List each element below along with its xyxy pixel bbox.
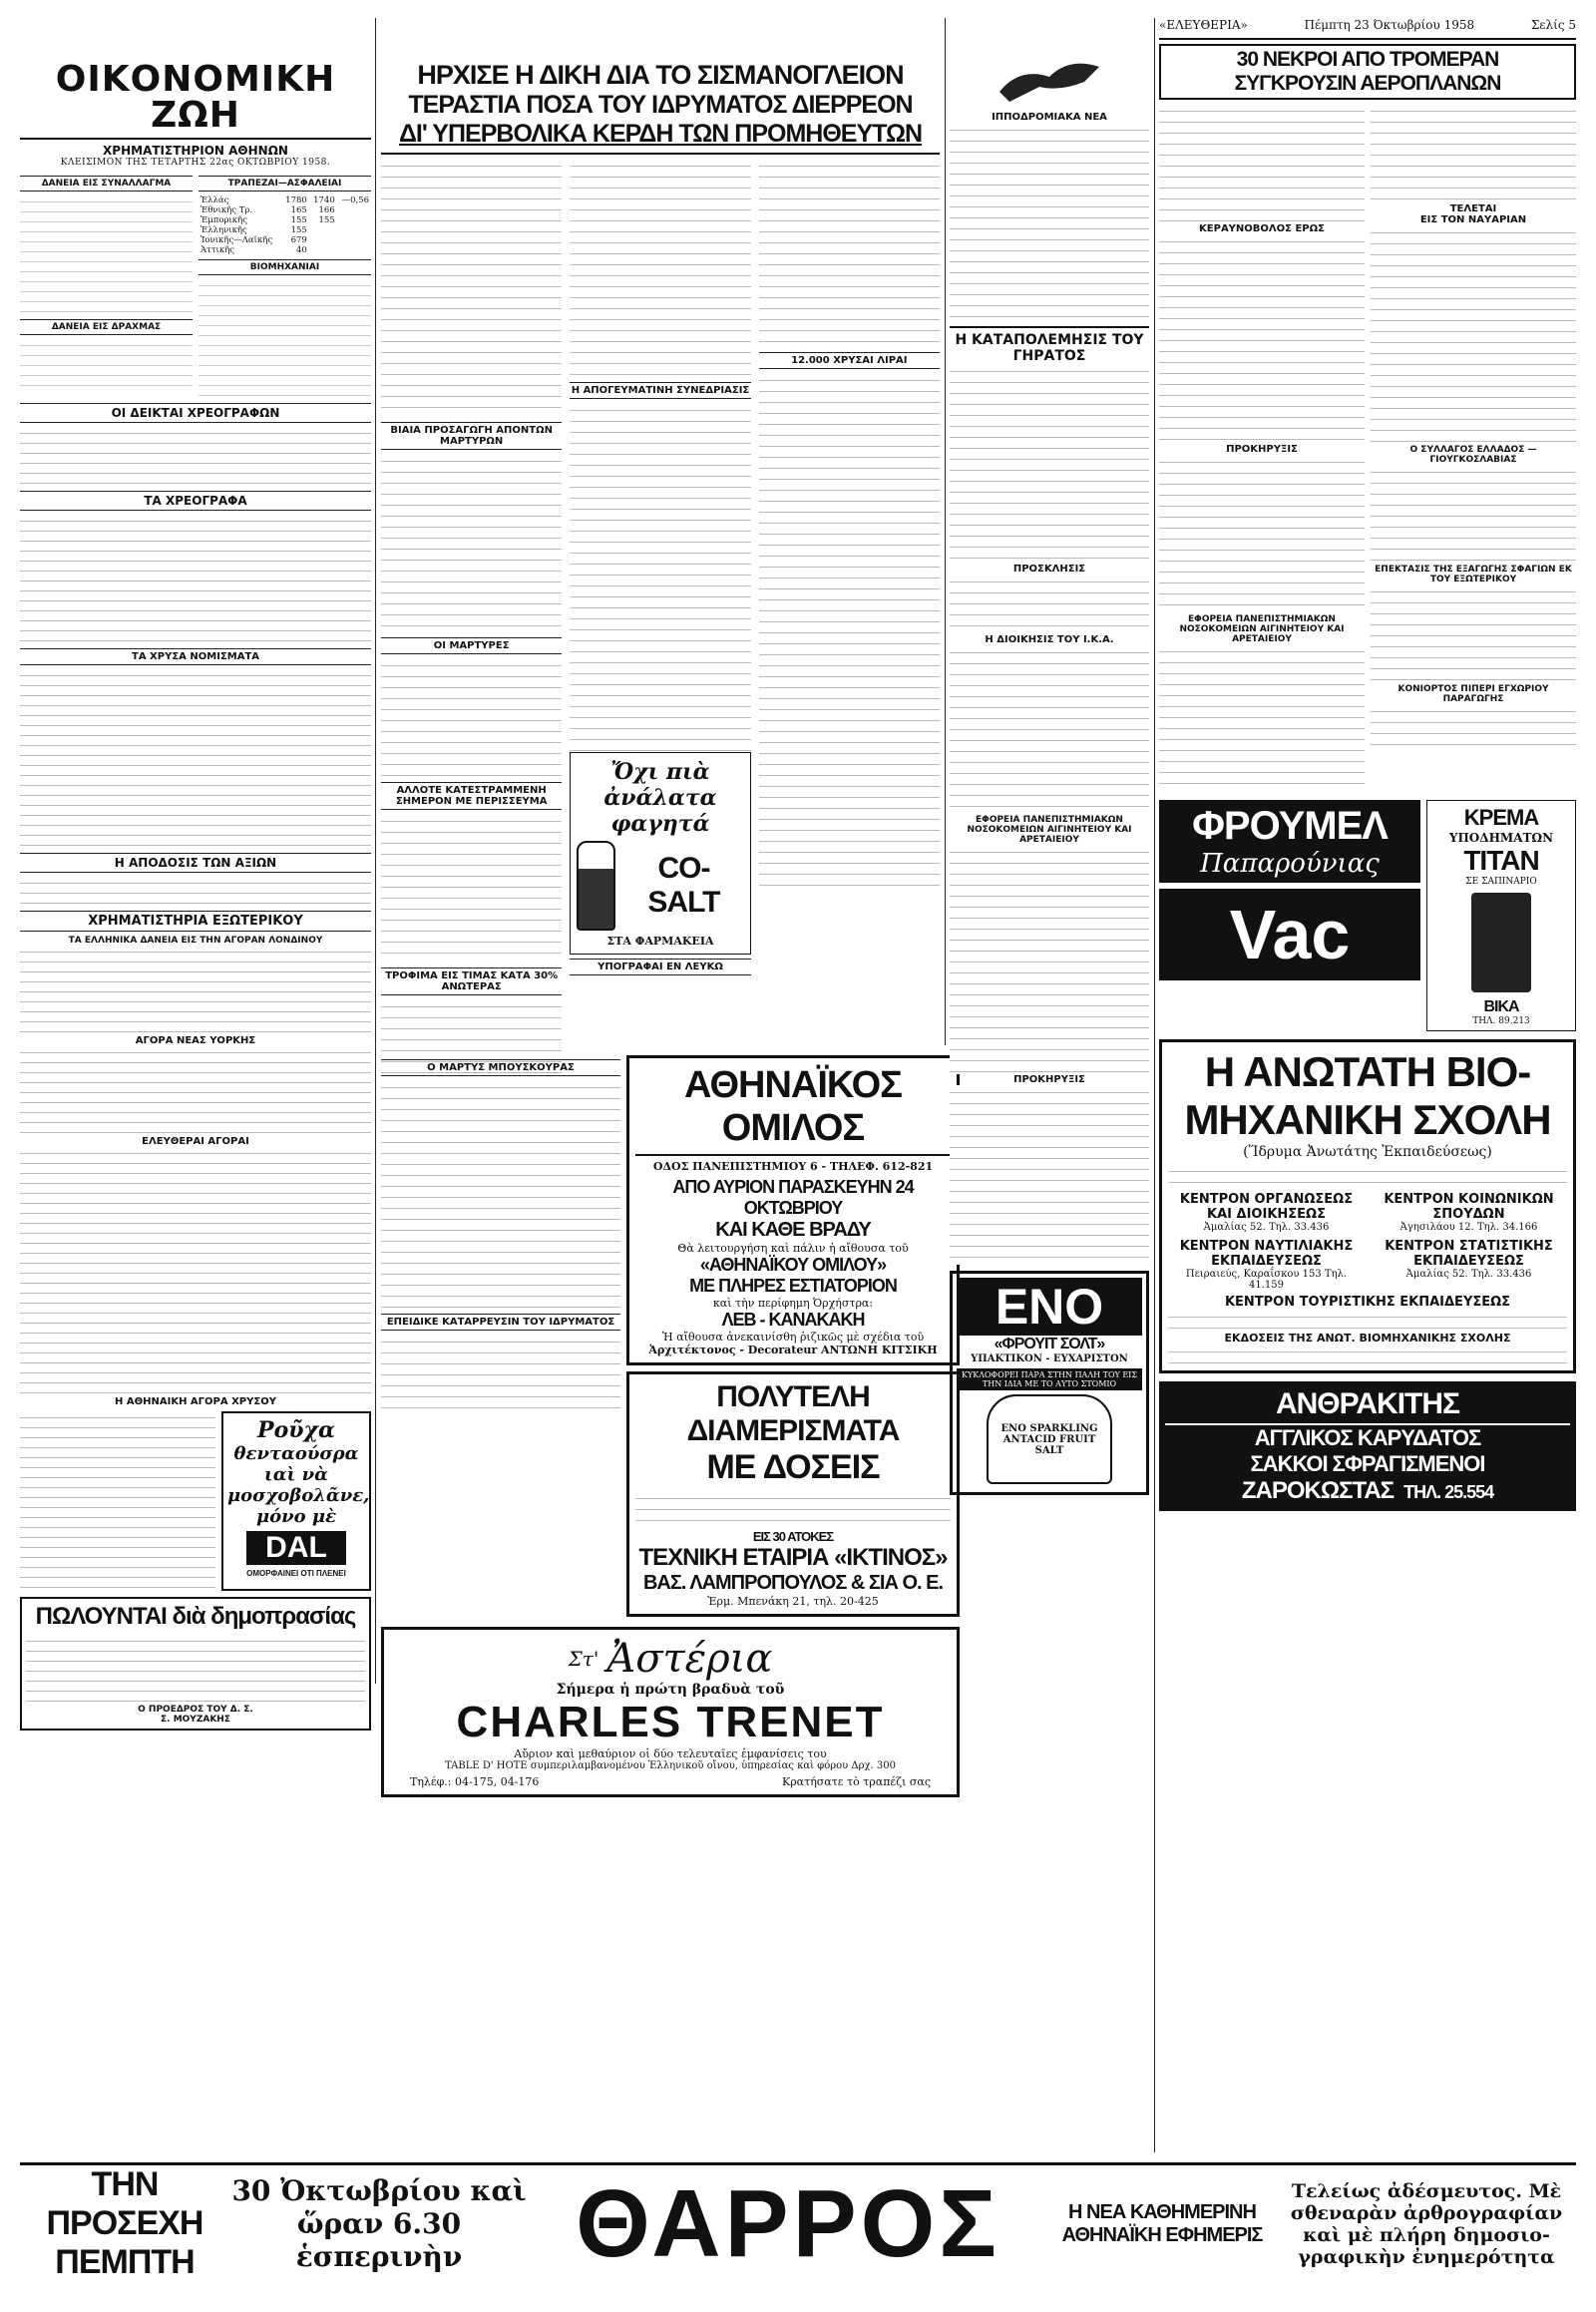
witnesses-head: ΒΙΑΙΑ ΠΡΟΣΑΓΩΓΗ ΑΠΟΝΤΩΝ ΜΑΡΤΥΡΩΝ — [381, 422, 562, 450]
col4b-body-2 — [1371, 225, 1576, 445]
exchange-sub: ΚΛΕΙΣΙΜΟΝ ΤΗΣ ΤΕΤΑΡΤΗΣ 22ας ΟΚΤΩΒΡΙΟΥ 1958. — [60, 158, 331, 168]
trenet-line-1: Σήμερα ἡ πρώτη βραδυὰ τοῦ — [556, 1682, 785, 1698]
notice-body — [950, 575, 1149, 634]
proclamation-4-head: ΠΡΟΚΗΡΥΞΙΣ — [1226, 444, 1298, 455]
table-cell: 40 — [295, 245, 307, 255]
apartments-mid: ΕΙΣ 30 ΑΤΟΚΕΣ — [752, 1529, 834, 1544]
coal-name: ΖΑΡΟΚΩΣΤΑΣ — [1241, 1477, 1395, 1504]
column-three — [950, 42, 1149, 1737]
eno-line-3: ΚΥΚΛΟΦΟΡΕΙ ΠΑΡΑ ΣΤΗΝ ΠΑΛΗ ΤΟΥ ΕΙΣ ΤΗΝ ΙΔΙΑ ΜΕ ΤΟ ΑΥΤΟ ΣΤΟΜΙΟ — [957, 1368, 1142, 1390]
banner-line-1: ΤΗΝ ΠΡΟΣΕΧΗ — [46, 2165, 203, 2242]
titan-line-4: ΣΕ ΣΑΠΙΝΑΡΙΟ — [1465, 877, 1537, 887]
cosalt-ad — [570, 752, 750, 955]
school-a1: Ἀμαλίας 52. Τηλ. 33.436 — [1203, 1222, 1330, 1233]
free-markets-head: ΕΛΕΥΘΕΡΑΙ ΑΓΟΡΑΙ — [142, 1136, 249, 1147]
table-cell — [309, 235, 337, 245]
apartments-owners: ΒΑΣ. ΛΑΜΠΡΟΠΟΥΛΟΣ & ΣΙΑ Ο. Ε. — [642, 1572, 944, 1594]
auction-body — [26, 1635, 365, 1705]
trial-col-1-body-2 — [381, 454, 562, 633]
club-line-5: ΜΕ ΠΛΗΡΕΣ ΕΣΤΙΑΤΟΡΙΟΝ — [689, 1276, 897, 1296]
aging-head: Η ΚΑΤΑΠΟΛΕΜΗΣΙΣ ΤΟΥ ΓΗΡΑΤΟΣ — [955, 332, 1144, 364]
sports-body — [950, 123, 1149, 322]
school-a2: Ἀγησιλάου 12. Τηλ. 34.166 — [1399, 1222, 1538, 1233]
banner-tag-2: σθεναρὰν ἀρθρογραφίαν — [1290, 2201, 1563, 2224]
bouskouras-body — [381, 1080, 620, 1310]
club-line-2: ΚΑΙ ΚΑΘΕ ΒΡΑΔΥ — [715, 1219, 871, 1241]
trial-col-2-body — [570, 159, 750, 378]
banner-right-2: ΑΘΗΝΑΪΚΗ ΕΦΗΜΕΡΙΣ — [1061, 2223, 1263, 2246]
trial-headline-1: ΗΡΧΙΣΕ Η ΔΙΚΗ ΔΙΑ ΤΟ ΣΙΣΜΑΝΟΓΛΕΙΟΝ — [417, 60, 904, 90]
dal-line-4: μοσχοβολᾶνε, — [227, 1485, 370, 1506]
froumel-logo: ΦΡΟΥΜΕΛ — [1192, 804, 1388, 848]
witness-head: ΟΙ ΜΑΡΤΥΡΕΣ — [381, 637, 562, 654]
col4b-body-4 — [1371, 584, 1576, 684]
export-head: ΕΠΕΚΤΑΣΙΣ ΤΗΣ ΕΞΑΓΩΓΗΣ ΣΦΑΓΙΩΝ ΕΚ ΤΟΥ ΕΞΩΤΕΡΙΚΟΥ — [1375, 565, 1572, 584]
col4b-body-3 — [1371, 465, 1576, 565]
school-k3: ΚΕΝΤΡΟΝ ΝΑΥΤΙΛΙΑΚΗΣ ΕΚΠΑΙΔΕΥΣΕΩΣ — [1179, 1239, 1354, 1269]
banner-tag-3: καὶ μὲ πλήρη δημοσιο- — [1303, 2223, 1550, 2246]
crash-head-2: ΣΥΓΚΡΟΥΣΙΝ ΑΕΡΟΠΛΑΝΩΝ — [1234, 72, 1501, 95]
banks-table — [199, 195, 371, 255]
london-block — [20, 946, 371, 1035]
cosalt-line-1: Ὄχι πιὰ ἀνάλατα — [603, 759, 717, 811]
paper-name: «ΕΛΕΥΘΕΡΙΑ» — [1159, 18, 1248, 32]
navarian-head: ΕΙΣ ΤΟΝ ΝΑΥΑΡΙΑΝ — [1419, 214, 1527, 225]
stocks-yield-block — [20, 877, 371, 907]
froumel-line-2: Παπαρούνιας — [1200, 849, 1380, 879]
ika-head: Η ΔΙΟΙΚΗΣΙΣ ΤΟΥ Ι.Κ.Α. — [985, 634, 1114, 645]
crash-body — [1159, 104, 1365, 223]
titan-line-1: ΚΡΕΜΑ — [1463, 805, 1539, 830]
school-k4: ΚΕΝΤΡΟΝ ΣΤΑΤΙΣΤΙΚΗΣ ΕΚΠΑΙΔΕΥΣΕΩΣ — [1385, 1239, 1553, 1269]
issue-date: Πέμπτη 23 Όκτωβρίου 1958 — [1304, 18, 1475, 32]
proclamation-head: ΠΡΟΚΗΡΥΞΙΣ — [1013, 1074, 1085, 1085]
banner-tag-1: Τελείως ἀδέσμευτος. Μὲ — [1291, 2179, 1562, 2202]
economy-title: ΟΙΚΟΝΟΜΙΚΗ ΖΩΗ — [55, 59, 336, 136]
banner-right-1: Η ΝΕΑ ΚΑΘΗΜΕΡΙΝΗ — [1068, 2200, 1256, 2223]
sports-head: ΙΠΠΟΔΡΟΜΙΑΚΑ ΝΕΑ — [992, 112, 1107, 123]
ceremonies-head: ΤΕΛΕΤΑΙ — [1449, 203, 1497, 214]
club-name: ΑΘΗΝΑΪΚΟΣ ΟΜΙΛΟΣ — [635, 1064, 951, 1156]
club-line-6: καὶ τὴν περίφημη Ὀρχήστρα: — [712, 1297, 874, 1310]
table-cell: Ἑλλάς — [200, 195, 229, 205]
table-row — [199, 215, 371, 225]
school-k1: ΚΕΝΤΡΟΝ ΟΡΓΑΝΩΣΕΩΣ ΚΑΙ ΔΙΟΙΚΗΣΕΩΣ — [1179, 1192, 1354, 1222]
cosalt-logo: CO-SALT — [647, 852, 720, 919]
trenet-tel: Τηλέφ.: 04-175, 04-176 — [410, 1775, 540, 1788]
apartments-head-2: ΜΕ ΔΟΣΕΙΣ — [706, 1448, 880, 1486]
table-cell: 165 — [290, 205, 307, 215]
love-body — [1159, 234, 1365, 444]
auction-notice — [20, 1597, 371, 1731]
dal-line-3: ιαὶ νὰ — [264, 1464, 328, 1485]
titan-ad — [1426, 800, 1576, 1031]
eno-bottle-icon — [987, 1394, 1112, 1484]
auction-sign-2: Σ. ΜΟΥΖΑΚΗΣ — [161, 1715, 230, 1725]
coal-line-3: ΣΑΚΚΟΙ ΣΦΡΑΓΙΣΜΕΝΟΙ — [1250, 1451, 1485, 1476]
table-row — [199, 205, 371, 215]
trial-col-3-body — [759, 159, 940, 348]
trial-headline-2: ΤΕΡΑΣΤΙΑ ΠΟΣΑ ΤΟΥ ΙΔΡΥΜΑΤΟΣ ΔΙΕΡΡΕΟΝ — [408, 91, 913, 119]
club-line-7: ΛΕΒ - ΚΑΝΑΚΑΚΗ — [721, 1310, 865, 1330]
auction-title: ΠΩΛΟΥΝΤΑΙ διὰ δημοπρασίας — [35, 1603, 356, 1630]
school-footer-body-2 — [1168, 1345, 1567, 1364]
economy-column — [20, 18, 371, 1725]
stocks-yield-head: Η ΑΠΟΔΟΣΙΣ ΤΩΝ ΑΞΙΩΝ — [20, 853, 371, 873]
dal-line-5: μόνο μὲ — [255, 1506, 337, 1527]
eno-line-4: ENO SPARKLING ANTACID FRUIT SALT — [1000, 1422, 1098, 1456]
club-line-1: ΑΠΟ ΑΥΡΙΟΝ ΠΑΡΑΣΚΕΥΗΝ 24 ΟΚΤΩΒΡΙΟΥ — [672, 1177, 914, 1218]
tin-icon — [1471, 893, 1531, 992]
table-cell: 155 — [318, 215, 335, 225]
dal-line-2: θενταούσρα — [233, 1443, 359, 1464]
eforia-4-head: ΕΦΟΡΕΙΑ ΠΑΝΕΠΙΣΤΗΜΙΑΚΩΝ ΝΟΣΟΚΟΜΕΙΩΝ ΑΙΓΙΝΗΤΕΙΟΥ ΚΑΙ ΑΡΕΤΑΙΕΙΟΥ — [1179, 614, 1345, 644]
eno-ad — [950, 1271, 1149, 1495]
table-cell: Ἰονικῆς—Λαϊκῆς — [200, 235, 273, 245]
trenet-line-4: Κρατήσατε τὸ τραπέζι σας — [782, 1775, 931, 1788]
cosalt-tag: ΣΤΑ ΦΑΡΜΑΚΕΙΑ — [606, 935, 714, 948]
tharros-logo: ΘΑΡΡΟΣ — [576, 2169, 1000, 2277]
love-head: ΚΕΡΑΥΝΟΒΟΛΟΣ ΕΡΩΣ — [1199, 223, 1325, 234]
association-head: Ο ΣΥΛΛΑΓΟΣ ΕΛΛΑΔΟΣ — ΓΙΟΥΓΚΟΣΛΑΒΙΑΣ — [1409, 445, 1537, 465]
trial-col-1-body-3 — [381, 658, 562, 778]
table-cell — [337, 235, 371, 245]
forex-loans-head: ΔΑΝΕΙΑ ΕΙΣ ΣΥΝΑΛΛΑΓΜΑ — [20, 176, 193, 192]
school-a3: Πειραιεύς, Καραΐσκου 153 Τηλ. 41.159 — [1185, 1269, 1348, 1291]
vac-logo: Vac — [1229, 896, 1351, 973]
free-markets-block — [20, 1147, 371, 1396]
club-line-8: Ἡ αἴθουσα ἀνεκαινίσθη ῥιζικῶς μὲ σχέδια τοῦ — [661, 1331, 925, 1344]
trial-article — [381, 18, 940, 1045]
trial-col-1-body-4 — [381, 814, 562, 963]
club-address: ΟΔΟΣ ΠΑΝΕΠΙΣΤΗΜΙΟΥ 6 - ΤΗΛΕΦ. 612-821 — [652, 1160, 934, 1173]
column-four — [1159, 44, 1576, 2158]
titan-logo: ΤΙΤΑΝ — [1463, 845, 1539, 876]
proclamation-4-body — [1159, 455, 1365, 614]
table-row — [199, 195, 371, 205]
table-cell: Ἐθνικῆς Τρ. — [200, 205, 253, 215]
collapse-body — [381, 1335, 620, 1414]
banner-line-2: ΠΕΜΠΤΗ — [55, 2243, 195, 2281]
apartments-company: ΤΕΧΝΙΚΗ ΕΤΑΙΡΙΑ «ΙΚΤΙΝΟΣ» — [638, 1544, 948, 1571]
vac-ad — [1159, 889, 1420, 980]
aging-body — [950, 364, 1149, 564]
trial-col-3-body-2 — [759, 373, 940, 892]
bonds-block — [20, 515, 371, 644]
banks-head: ΤΡΑΠΕΖΑΙ—ΑΣΦΑΛΕΙΑΙ — [199, 176, 371, 192]
school-head-2: ΜΗΧΑΝΙΚΗ ΣΧΟΛΗ — [1184, 1096, 1551, 1143]
school-sub: (Ἵδρυμα Ἀνωτάτης Ἐκπαιδεύσεως) — [1243, 1144, 1492, 1160]
eforia-4-body — [1159, 644, 1365, 794]
masthead — [1159, 18, 1576, 40]
table-cell — [309, 225, 337, 235]
table-cell: 155 — [290, 215, 307, 225]
table-cell — [337, 245, 371, 255]
titan-line-2: ΥΠΟΔΗΜΑΤΩΝ — [1448, 831, 1554, 845]
school-ad — [1159, 1039, 1576, 1373]
vika-logo: ΒΙΚΑ — [1483, 998, 1519, 1015]
dal-logo: DAL — [246, 1531, 346, 1565]
bonds-head: ΤΑ ΧΡΕΟΓΡΑΦΑ — [20, 491, 371, 511]
notice-head: ΠΡΟΣΚΛΗΣΙΣ — [1012, 564, 1086, 575]
center-ads — [381, 1055, 960, 1803]
col4b-body-5 — [1371, 704, 1576, 754]
table-cell: 1740 — [313, 195, 335, 205]
apartments-ad — [626, 1371, 960, 1617]
school-foot: ΕΚΔΟΣΕΙΣ ΤΗΣ ΑΝΩΤ. ΒΙΟΜΗΧΑΝΙΚΗΣ ΣΧΟΛΗΣ — [1224, 1332, 1511, 1345]
auction-sign-1: Ο ΠΡΟΕΔΡΟΣ ΤΟΥ Δ. Σ. — [138, 1705, 253, 1715]
club-line-4: «ΑΘΗΝΑΪΚΟΥ ΟΜΙΛΟΥ» — [699, 1255, 887, 1275]
trenet-pre: Στ' — [568, 1647, 599, 1671]
eno-logo: ENO — [957, 1278, 1142, 1336]
table-cell — [337, 205, 371, 215]
titan-tel: ΤΗΛ. 89.213 — [1472, 1016, 1530, 1026]
coal-ad — [1159, 1381, 1576, 1511]
page-number: Σελίς 5 — [1530, 18, 1576, 32]
club-line-3: Θὰ λειτουργήση καὶ πάλιν ἡ αἴθουσα τοῦ — [677, 1242, 909, 1255]
table-cell: 166 — [318, 205, 335, 215]
industrial-table — [199, 279, 371, 399]
gold-coins-block — [20, 669, 371, 849]
forex-loans-table — [20, 195, 193, 315]
gold-pounds-head: 12.000 ΧΡΥΣΑΙ ΛΙΡΑΙ — [759, 352, 940, 369]
table-row — [199, 225, 371, 235]
school-k5: ΚΕΝΤΡΟΝ ΤΟΥΡΙΣΤΙΚΗΣ ΕΚΠΑΙΔΕΥΣΕΩΣ — [1224, 1295, 1511, 1310]
trenet-ad — [381, 1627, 960, 1797]
dal-tagline: ΟΜΟΡΦΑΙΝΕΙ ΟΤΙ ΠΛΕΝΕΙ — [246, 1569, 346, 1578]
horse-rider-icon — [950, 42, 1149, 112]
table-cell: Ἐμπορικῆς — [200, 215, 247, 225]
drachma-loans-head: ΔΑΝΕΙΑ ΕΙΣ ΔΡΑΧΜΑΣ — [20, 319, 193, 335]
table-cell — [337, 225, 371, 235]
club-ad — [626, 1055, 960, 1365]
trenet-venue: Ἀστέρια — [606, 1636, 773, 1682]
foreign-sub: ΤΑ ΕΛΛΗΝΙΚΑ ΔΑΝΕΙΑ ΕΙΣ ΤΗΝ ΑΓΟΡΑΝ ΛΟΝΔΙΝΟΥ — [68, 936, 323, 946]
tharros-banner — [20, 2162, 1576, 2282]
gold-coins-head: ΤΑ ΧΡΥΣΑ ΝΟΜΙΣΜΑΤΑ — [20, 648, 371, 665]
crash-head-1: 30 ΝΕΚΡΟΙ ΑΠΟ ΤΡΟΜΕΡΑΝ — [1236, 48, 1499, 71]
trenet-line-3: TABLE D' HOTE συμπεριλαμβανομένου Ἑλληνικοῦ οἴνου, ὑπηρεσίας καὶ φόρου Δρχ. 300 — [445, 1760, 896, 1771]
proclamation-body — [950, 1085, 1149, 1265]
indices-head: ΟΙ ΔΕΙΚΤΑΙ ΧΡΕΟΓΡΑΦΩΝ — [20, 403, 371, 423]
table-cell: Ἀττικῆς — [200, 245, 235, 255]
collapse-head: ΕΠΕΙΔΙΚΕ ΚΑΤΑΡΡΕΥΣΙΝ ΤΟΥ ΙΔΡΥΜΑΤΟΣ — [381, 1314, 620, 1331]
col4b-body-1 — [1371, 104, 1576, 203]
athens-gold-head: Η ΑΘΗΝΑΙΚΗ ΑΓΟΡΑ ΧΡΥΣΟΥ — [115, 1396, 276, 1407]
school-intro — [1168, 1164, 1567, 1188]
cosalt-line-2: φαγητά — [610, 811, 710, 837]
eno-line-1: «ΦΡΟΥΙΤ ΣΟΛΤ» — [994, 1336, 1105, 1352]
table-cell: 1780 — [285, 195, 307, 205]
bouskouras-head: Ο ΜΑΡΤΥΣ ΜΠΟΥΣΚΟΥΡΑΣ — [381, 1059, 620, 1076]
school-a4: Ἀμαλίας 52. Τηλ. 33.436 — [1405, 1269, 1532, 1280]
table-cell: —0,56 — [341, 195, 369, 205]
trial-col-1-body — [381, 159, 562, 418]
drachma-loans-table — [20, 339, 193, 389]
banner-tag-4: γραφικὴν ἐνημερότητα — [1298, 2245, 1555, 2268]
athens-gold-block — [20, 1411, 215, 1591]
eforia-body — [950, 845, 1149, 1074]
school-footer-body — [1168, 1310, 1567, 1332]
table-cell: 155 — [290, 225, 307, 235]
school-k2: ΚΕΝΤΡΟΝ ΚΟΙΝΩΝΙΚΩΝ ΣΠΟΥΔΩΝ — [1384, 1192, 1554, 1222]
table-row — [199, 235, 371, 245]
dal-ad — [221, 1411, 371, 1591]
industrial-head: ΒΙΟΜΗΧΑΝΙΑΙ — [199, 259, 371, 275]
banner-date-1: 30 Ὀκτωβρίου καὶ — [231, 2174, 527, 2207]
pepper-head: ΚΟΝΙΟΡΤΟΣ ΠΙΠΕΡΙ ΕΓΧΩΡΙΟΥ ΠΑΡΑΓΩΓΗΣ — [1397, 684, 1549, 704]
trenet-name: CHARLES TRENET — [456, 1698, 885, 1746]
school-head-1: Η ΑΝΩΤΑΤΗ ΒΙΟ- — [1204, 1048, 1531, 1095]
dal-line-1: Ροῦχα — [257, 1417, 335, 1443]
exchange-title: ΧΡΗΜΑΤΙΣΤΗΡΙΟΝ ΑΘΗΝΩΝ — [103, 144, 288, 158]
table-cell — [309, 245, 337, 255]
salt-shaker-icon — [577, 841, 615, 931]
trenet-line-2: Αὔριον καὶ μεθαύριον οἱ δύο τελευταῖες ἐμφανίσεις του — [514, 1747, 827, 1760]
newspaper-page — [20, 18, 1576, 2292]
coal-line-2: ΑΓΓΛΙΚΟΣ ΚΑΡΥΔΑΤΟΣ — [1254, 1425, 1481, 1450]
eno-line-2: ΥΠΑΚΤΙΚΟΝ - ΕΥΧΑΡΙΣΤΟΝ — [971, 1353, 1128, 1364]
indices-block — [20, 427, 371, 487]
banner-date-2: ὥραν 6.30 ἑσπερινὴν — [295, 2207, 463, 2273]
apartments-address: Ἑρμ. Μπενάκη 21, τηλ. 20-425 — [707, 1595, 879, 1608]
surplus-head: ΑΛΛΟΤΕ ΚΑΤΕΣΤΡΑΜΜΕΝΗ ΣΗΜΕΡΟΝ ΜΕ ΠΕΡΙΣΣΕΥΜΑ — [381, 782, 562, 810]
table-cell: 679 — [290, 235, 307, 245]
coal-tel: ΤΗΛ. 25.554 — [1403, 1482, 1494, 1502]
eforia-head: ΕΦΟΡΕΙΑ ΠΑΝΕΠΙΣΤΗΜΙΑΚΩΝ ΝΟΣΟΚΟΜΕΙΩΝ ΑΙΓΙΝΗΤΕΙΟΥ ΚΑΙ ΑΡΕΤΑΙΕΙΟΥ — [967, 815, 1132, 845]
table-cell — [337, 215, 371, 225]
blank-signatures-head: ΥΠΟΓΡΑΦΑΙ ΕΝ ΛΕΥΚΩ — [570, 959, 750, 975]
trial-headline-3: ΔΙ' ΥΠΕΡΒΟΛΙΚΑ ΚΕΡΔΗ ΤΩΝ ΠΡΟΜΗΘΕΥΤΩΝ — [398, 120, 923, 148]
table-row — [199, 245, 371, 255]
food-prices-head: ΤΡΟΦΙΜΑ ΕΙΣ ΤΙΜΑΣ ΚΑΤΑ 30% ΑΝΩΤΕΡΑΣ — [381, 967, 562, 995]
club-line-9: Ἀρχιτέκτονος - Decorateur ΑΝΤΩΝΗ ΚΙΤΣΙΚΗ — [648, 1344, 938, 1356]
ika-body — [950, 645, 1149, 815]
afternoon-session-head: Η ΑΠΟΓΕΥΜΑΤΙΝΗ ΣΥΝΕΔΡΙΑΣΙΣ — [570, 382, 750, 399]
apartments-head-1: ΠΟΛΥΤΕΛΗ ΔΙΑΜΕΡΙΣΜΑΤΑ — [686, 1380, 900, 1447]
foreign-exchanges-head: ΧΡΗΜΑΤΙΣΤΗΡΙΑ ΕΞΩΤΕΡΙΚΟΥ — [20, 911, 371, 932]
ny-head: ΑΓΟΡΑ ΝΕΑΣ ΥΟΡΚΗΣ — [135, 1035, 256, 1046]
table-cell: Ἐλληνικῆς — [200, 225, 247, 235]
apartments-body — [635, 1491, 951, 1525]
froumel-ad — [1159, 800, 1420, 883]
coal-line-1: ΑΝΘΡΑΚΙΤΗΣ — [1165, 1387, 1570, 1425]
ny-block — [20, 1046, 371, 1136]
trial-col-2-body-2 — [570, 403, 750, 752]
